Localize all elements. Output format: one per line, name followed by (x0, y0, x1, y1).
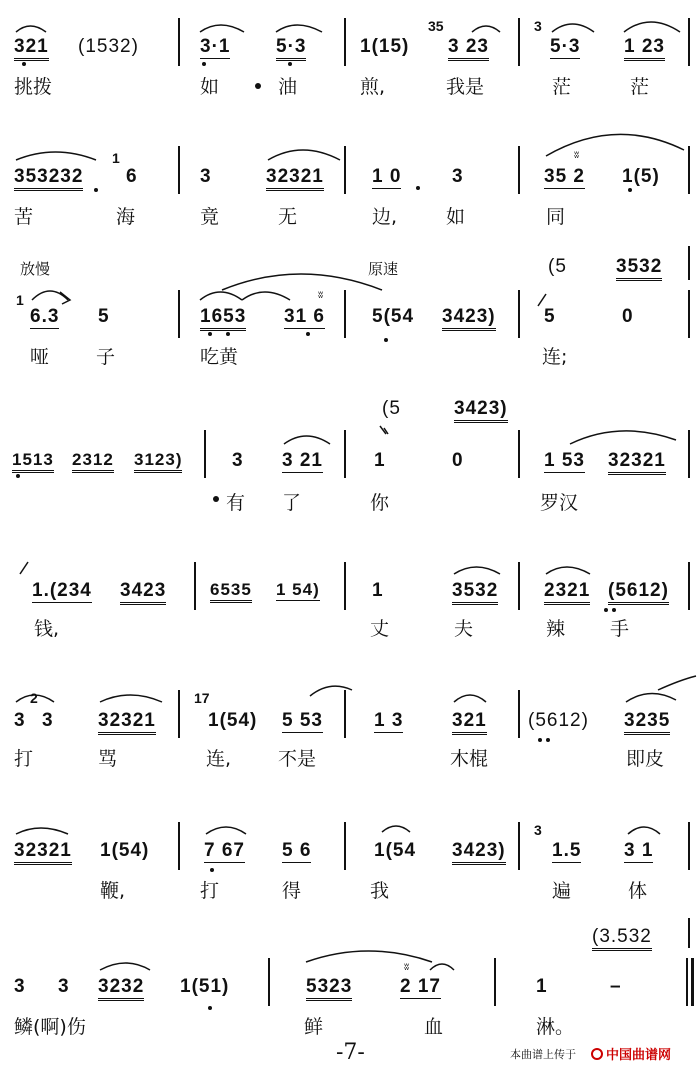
note: 2321 (544, 580, 590, 605)
lyric: 得 (282, 880, 302, 902)
lyric: 吃黄 (200, 346, 239, 368)
slur (306, 951, 432, 962)
slur (16, 695, 54, 702)
note: 5 6 (282, 840, 312, 861)
note: 5323 (306, 976, 352, 1001)
slur (16, 828, 68, 834)
slur (570, 431, 676, 444)
slur (268, 150, 340, 160)
note: 3423 (120, 580, 166, 605)
lyric: 辣 (546, 618, 566, 640)
note: 1(54) (208, 710, 258, 731)
lyric: 无 (278, 206, 298, 228)
ornament: ʬ (574, 150, 580, 161)
site-logo-icon (590, 1045, 604, 1057)
lyric: 海 (116, 206, 136, 228)
grace-note: 2 (30, 690, 38, 706)
lyric: 茫 (630, 76, 650, 98)
slur (382, 826, 410, 832)
note: 5·3 (550, 36, 581, 57)
lyric: 挑拨 (14, 76, 53, 98)
note: 3423) (454, 398, 508, 423)
slur (472, 26, 500, 32)
note: 1.(234 (32, 580, 92, 601)
lyric: 连, (206, 748, 232, 770)
grace-note: 3 (534, 18, 542, 34)
note: 1513 (12, 450, 54, 473)
note: 2312 (72, 450, 114, 473)
page-number: -7- (336, 1040, 365, 1065)
slur (242, 292, 290, 300)
lyric: 罗汉 (540, 492, 579, 514)
note: 7 67 (204, 840, 245, 861)
lyric: 茫 (552, 76, 572, 98)
ornament: ʬ (318, 290, 324, 301)
lyric: 如 (446, 206, 466, 228)
lyric: 我是 (446, 76, 485, 98)
lyric: 即皮 (626, 748, 665, 770)
slur (546, 134, 684, 156)
note: 3423) (442, 306, 496, 331)
note: 1 0 (372, 166, 402, 187)
lyric: 打 (14, 748, 34, 770)
note: 2 17 (400, 976, 441, 997)
lyric: 哑 (30, 346, 50, 368)
note: 1(54 (374, 840, 417, 861)
note: 3 21 (282, 450, 323, 471)
slur (430, 964, 454, 970)
note: 1 (536, 976, 548, 997)
note: – (610, 976, 622, 997)
slur (276, 25, 322, 32)
slur (626, 693, 676, 702)
note: 3532 (452, 580, 498, 605)
slur (16, 152, 96, 160)
slur (552, 24, 594, 32)
slur (284, 436, 330, 444)
lyric: 苦 (14, 206, 34, 228)
lyric: 子 (96, 346, 116, 368)
note: 32321 (14, 840, 72, 865)
note: (3.532 (592, 926, 652, 951)
note: 3 (14, 976, 26, 997)
note: 1(15) (360, 36, 410, 57)
slur (310, 686, 352, 696)
lyric: 木棍 (450, 748, 489, 770)
note: 32321 (608, 450, 666, 475)
tempo-marking: 放慢 (20, 260, 51, 278)
lyric: 不是 (278, 748, 317, 770)
lyric: 煎, (360, 76, 386, 98)
lyric: 体 (628, 880, 648, 902)
lyric: 打 (200, 880, 220, 902)
slur (628, 827, 660, 834)
note: (1532) (78, 36, 139, 57)
slur (100, 695, 162, 702)
slur (454, 695, 486, 702)
note: 3423) (452, 840, 506, 865)
ornament (538, 294, 546, 306)
note: 5 (98, 306, 110, 327)
lyric: 鲜 (304, 1016, 324, 1038)
lyric: 同 (546, 206, 566, 228)
note: 5·3 (276, 36, 306, 61)
lyric: 丈 (370, 618, 390, 640)
lyric: 骂 (98, 748, 118, 770)
lyric: 有 (226, 492, 246, 514)
note: 353232 (14, 166, 83, 191)
note: 32321 (266, 166, 324, 191)
note: 3532 (616, 256, 662, 281)
grace-note: 3 (534, 822, 542, 838)
note: 1 (374, 450, 386, 471)
note: 1.5 (552, 840, 582, 861)
slur (546, 567, 590, 574)
lyric: 夫 (454, 618, 474, 640)
lyric: 血 (424, 1016, 444, 1038)
note: 3 (14, 710, 26, 731)
grace-note: 1 (112, 150, 120, 166)
lyric: 了 (282, 492, 302, 514)
note: (5612) (528, 710, 589, 731)
slur (32, 291, 68, 300)
note: 5 53 (282, 710, 323, 731)
tempo-marking: 原速 (368, 260, 399, 278)
note: 3 (232, 450, 244, 471)
note: 1653 (200, 306, 246, 331)
slur (658, 676, 696, 690)
note: 1 53 (544, 450, 585, 471)
note: 5 (544, 306, 556, 327)
lyric: 油 (278, 76, 298, 98)
note: 1 54) (276, 580, 320, 599)
note: 1 (372, 580, 384, 601)
ornament (380, 426, 388, 434)
note: 0 (452, 450, 464, 471)
note: 321 (452, 710, 487, 735)
slur (200, 25, 244, 32)
note: 3 (42, 710, 54, 731)
note: 1 3 (374, 710, 404, 731)
lyric: 我 (370, 880, 390, 902)
lyric: 淋。 (536, 1016, 575, 1038)
slur (100, 963, 150, 970)
lyric: 手 (610, 618, 630, 640)
note: 3 1 (624, 840, 654, 861)
note: 6.3 (30, 306, 60, 327)
note: 31 6 (284, 306, 325, 327)
lyric: 你 (370, 492, 390, 514)
slur (454, 567, 500, 574)
note: 3232 (98, 976, 144, 1001)
note: 32321 (98, 710, 156, 735)
lyric: 遍 (552, 880, 572, 902)
note: 3 23 (448, 36, 489, 61)
slur (624, 22, 680, 32)
note: 3·1 (200, 36, 231, 57)
slur (16, 26, 46, 32)
site-brand[interactable]: 中国曲谱网 (606, 1048, 672, 1063)
lyric: 边, (372, 206, 398, 228)
footer-upload-text: 本曲谱上传于 (510, 1048, 576, 1061)
note: (5612) (608, 580, 669, 605)
note: 35 2 (544, 166, 585, 187)
note: 3123) (134, 450, 182, 473)
lyric: 竟 (200, 206, 220, 228)
slur (222, 274, 382, 290)
note: 1(5) (622, 166, 660, 187)
note: 6535 (210, 580, 252, 603)
lyric: 如 (200, 76, 220, 98)
grace-note: 1 (16, 292, 24, 308)
lyric: 连; (542, 346, 568, 368)
lyric: 钱, (34, 618, 60, 640)
lyric: 鞭, (100, 880, 126, 902)
note: 1(51) (180, 976, 230, 997)
lyric: 鳞(啊)伤 (14, 1016, 86, 1038)
note: 3 (58, 976, 70, 997)
note: 3235 (624, 710, 670, 735)
note: (5 (382, 398, 401, 419)
note: 5(54 (372, 306, 415, 327)
note: (5 (548, 256, 567, 277)
note: 0 (622, 306, 634, 327)
note: 321 (14, 36, 49, 61)
note: 3 (452, 166, 464, 187)
slur (206, 827, 246, 834)
grace-note: 17 (194, 690, 210, 706)
note: 3 (200, 166, 212, 187)
slur (200, 292, 242, 300)
note: 6 (126, 166, 138, 187)
note: 1 23 (624, 36, 665, 61)
ornament (20, 562, 28, 574)
note: 1(54) (100, 840, 150, 861)
ornament: ʬ (404, 962, 410, 973)
grace-note: 35 (428, 18, 444, 34)
